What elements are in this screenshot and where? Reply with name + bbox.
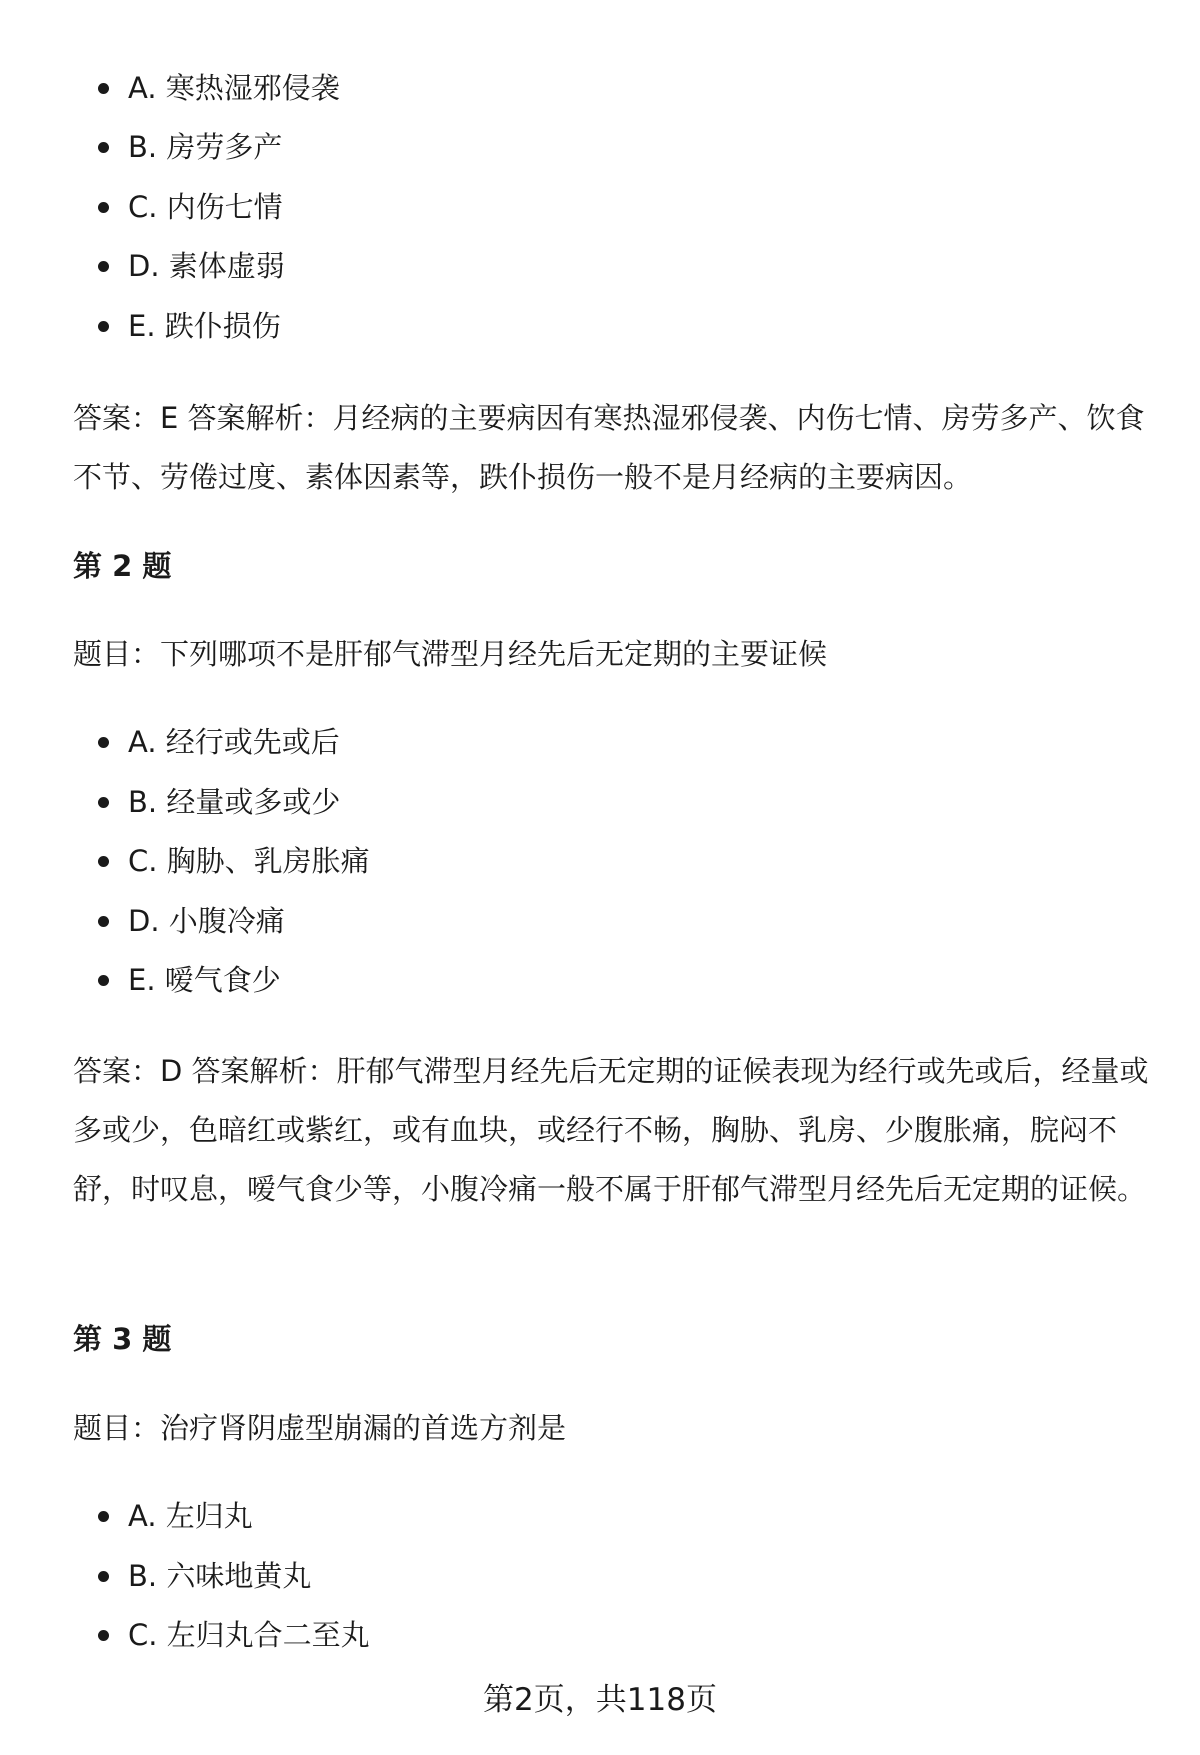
bullet-icon bbox=[98, 83, 109, 94]
bullet-icon bbox=[98, 797, 109, 808]
q3-heading: 第 3 题 bbox=[73, 1322, 172, 1356]
option-text: E. 嗳气食少 bbox=[128, 963, 281, 997]
option-text: A. 经行或先或后 bbox=[128, 725, 340, 759]
bullet-icon bbox=[98, 142, 109, 153]
q1-option-c bbox=[128, 187, 283, 227]
q1-option-a bbox=[128, 68, 340, 108]
q3-option-a bbox=[128, 1496, 253, 1536]
bullet-icon bbox=[98, 737, 109, 748]
option-text: A. 左归丸 bbox=[128, 1499, 253, 1533]
bullet-icon bbox=[98, 202, 109, 213]
q2-heading: 第 2 题 bbox=[73, 549, 172, 583]
bullet-icon bbox=[98, 321, 109, 332]
q2-option-a bbox=[128, 722, 340, 762]
option-text: B. 经量或多或少 bbox=[128, 785, 341, 819]
q2-stem: 题目：下列哪项不是肝郁气滞型月经先后无定期的主要证候 bbox=[73, 637, 828, 671]
page-number-footer: 第2页，共118页 bbox=[483, 1682, 717, 1718]
bullet-icon bbox=[98, 261, 109, 272]
q1-option-e bbox=[128, 306, 281, 346]
option-text: A. 寒热湿邪侵袭 bbox=[128, 71, 340, 105]
q1-option-b bbox=[128, 127, 282, 167]
q2-option-e bbox=[128, 960, 281, 1000]
option-text: E. 跌仆损伤 bbox=[128, 309, 281, 343]
q3-stem: 题目：治疗肾阴虚型崩漏的首选方剂是 bbox=[73, 1411, 567, 1445]
q1-answer: 答案：E 答案解析：月经病的主要病因有寒热湿邪侵袭、内伤七情、房劳多产、饮食不节、劳倦过度、素体因素等，跌仆损伤一般不是月经病的主要病因。 bbox=[73, 401, 1145, 494]
bullet-icon bbox=[98, 856, 109, 867]
option-text: D. 小腹冷痛 bbox=[128, 904, 285, 938]
bullet-icon bbox=[98, 916, 109, 927]
q3-option-b bbox=[128, 1556, 311, 1596]
q3-option-c bbox=[128, 1615, 370, 1655]
option-text: D. 素体虚弱 bbox=[128, 249, 285, 283]
q2-option-c bbox=[128, 841, 370, 881]
option-text: C. 内伤七情 bbox=[128, 190, 283, 224]
bullet-icon bbox=[98, 975, 109, 986]
option-text: C. 胸胁、乳房胀痛 bbox=[128, 844, 370, 878]
bullet-icon bbox=[98, 1571, 109, 1582]
bullet-icon bbox=[98, 1630, 109, 1641]
q1-option-d bbox=[128, 246, 285, 286]
option-text: B. 房劳多产 bbox=[128, 130, 283, 164]
bullet-icon bbox=[98, 1511, 109, 1522]
q2-option-d bbox=[128, 901, 285, 941]
q2-option-b bbox=[128, 782, 340, 822]
option-text: B. 六味地黄丸 bbox=[128, 1559, 312, 1593]
option-text: C. 左归丸合二至丸 bbox=[128, 1618, 370, 1652]
q2-answer: 答案：D 答案解析：肝郁气滞型月经先后无定期的证候表现为经行或先或后，经量或多或少，色暗红或紫红，或有血块，或经行不畅，胸胁、乳房、少腹胀痛，脘闷不舒，时叹息，嗳气食少等，小腹冷痛一般不属于肝郁气滞型月经先后无定期的证候。 bbox=[73, 1054, 1149, 1206]
